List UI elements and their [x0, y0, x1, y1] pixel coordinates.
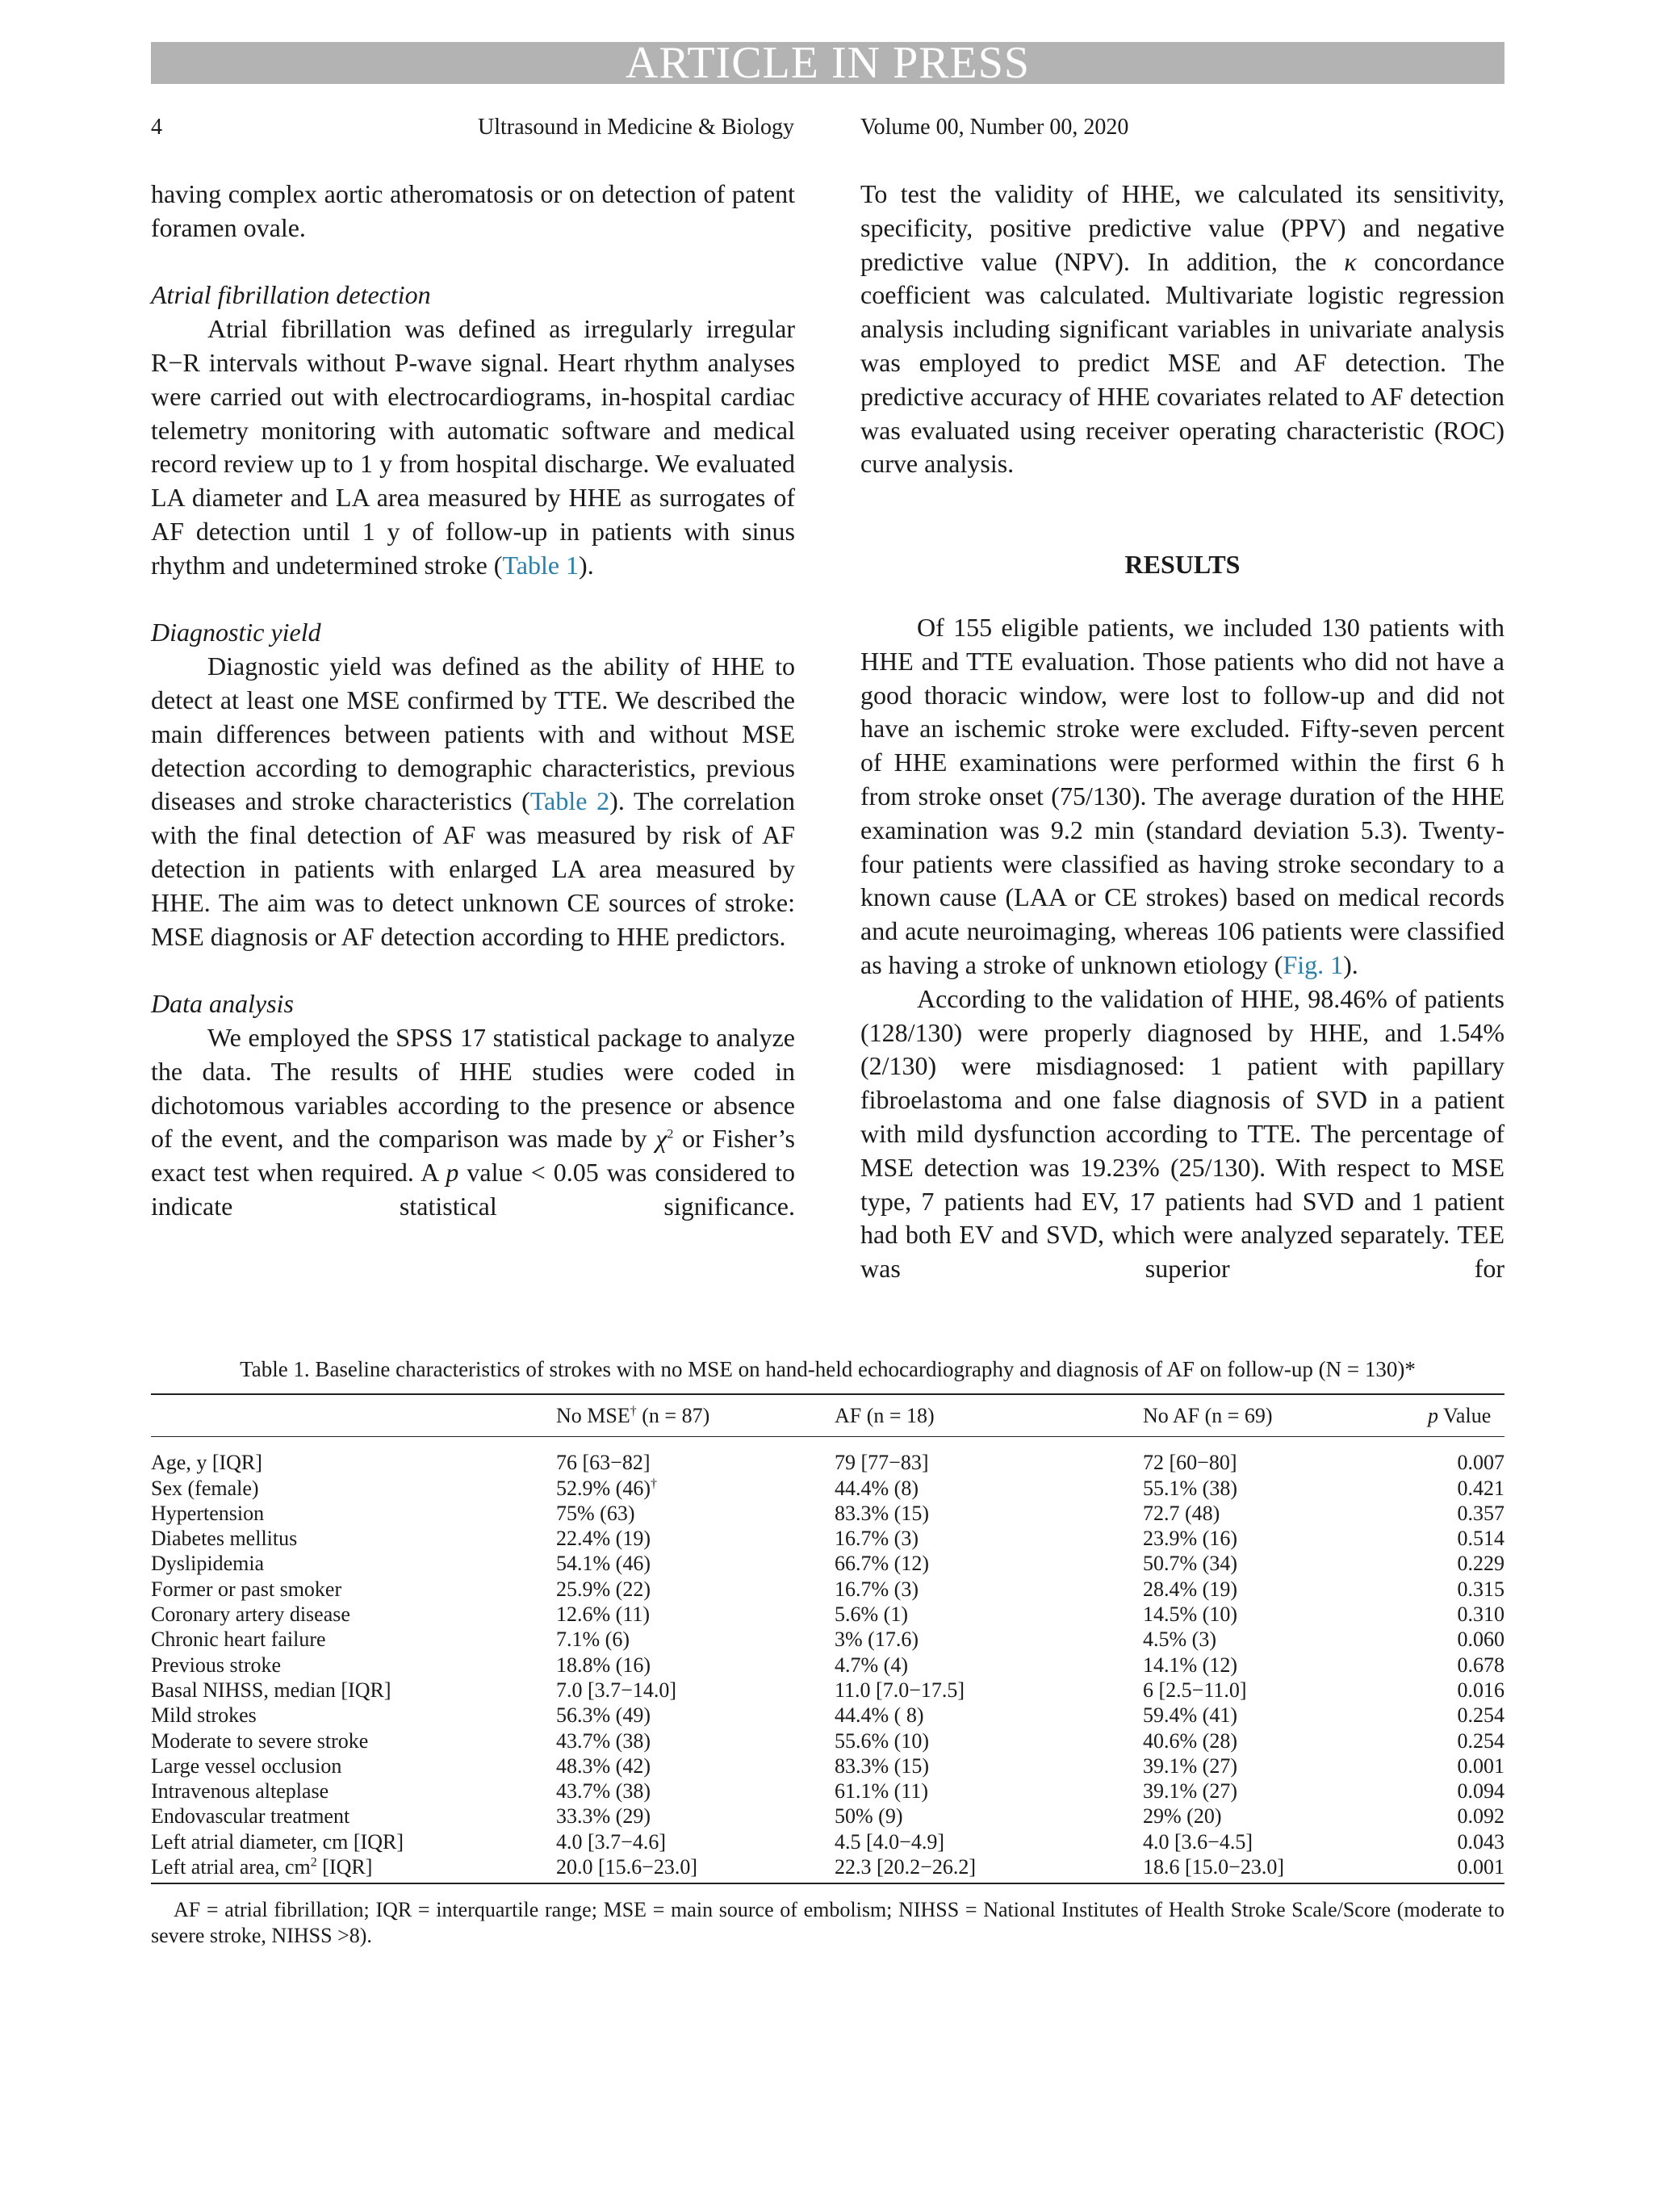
cell-af: 3% (17.6) — [835, 1628, 919, 1652]
header-af: AF (n = 18) — [835, 1395, 1143, 1437]
cell-p-value: 0.254 — [1457, 1728, 1504, 1753]
table-1-link[interactable]: Table 1 — [502, 550, 580, 580]
table-row — [151, 1728, 1504, 1753]
paragraph-text: value < 0.05 was considered to indicate statistical significance. — [151, 1158, 796, 1221]
cell-no-af: 40.6% (28) — [1143, 1728, 1237, 1753]
paragraph-text: concordance coefficient was calculated. Multivariate logistic regression analysis including significant variables in univariate analysis was employed to predict MSE and AF detection. The predictive accuracy of HHE covariates related to AF detection was evaluated using receiver operating characteristic (ROC) curve analysis. — [860, 246, 1505, 479]
row-label: Mild strokes — [151, 1703, 257, 1728]
p-symbol: p — [446, 1158, 459, 1188]
cell-af: 83.3% (15) — [835, 1501, 929, 1525]
paragraph-results-2: According to the validation of HHE, 98.46% of patients (128/130) were properly diagnosed by HHE, and 1.54% (2/130) were misdiagnosed: 1 patient with papillary fibroelastoma and one false diagnosis of SVD in a patient with mild dysfunction according to TTE. The percentage of MSE detection was 19.23% (25/130). With respect to MSE type, 7 patients had EV, 17 patients had SVD and 1 patient had both EV and SVD, which were analyzed separately. TEE was superior for — [860, 983, 1504, 1284]
section-heading-diagnostic-yield: Diagnostic yield — [151, 618, 321, 647]
row-label: Sex (female) — [151, 1476, 259, 1500]
paragraph-text: To test the validity of HHE, we calculated its sensitivity, specificity, positive predictive value (PPV) and negative predictive value (NPV). In addition, the — [860, 179, 1504, 276]
table-caption: Table 1. Baseline characteristics of strokes with no MSE on hand-held echocardiography and diagnosis of AF on follow-up (N = 130)* — [240, 1357, 1416, 1381]
table-row — [151, 1678, 1504, 1703]
cell-af: 16.7% (3) — [835, 1577, 919, 1601]
table-row — [151, 1526, 1504, 1551]
row-label: Large vessel occlusion — [151, 1753, 342, 1778]
cell-no-mse: 12.6% (11) — [556, 1602, 651, 1627]
table-row — [151, 1778, 1504, 1804]
table-row — [151, 1653, 1504, 1678]
chi-exponent: 2 — [667, 1127, 674, 1142]
cell-af: 50% (9) — [835, 1804, 903, 1829]
cell-no-af: 4.5% (3) — [1143, 1628, 1216, 1652]
cell-no-mse: 33.3% (29) — [556, 1804, 651, 1829]
paragraph-text: ). — [1343, 949, 1358, 979]
table-1 — [151, 1356, 1504, 1949]
row-label: Left atrial diameter, cm [IQR] — [151, 1829, 404, 1854]
cell-no-mse: 43.7% (38) — [556, 1779, 651, 1804]
cell-af: 79 [77−83] — [835, 1451, 929, 1475]
cell-af: 66.7% (12) — [835, 1552, 929, 1576]
paragraph-text: ). — [579, 550, 594, 580]
row-label-text: [IQR] — [316, 1855, 373, 1879]
cell-no-mse — [556, 1476, 835, 1501]
intro-paragraph: having complex aortic atheromatosis or on detection of patent foramen ovale. — [151, 179, 795, 242]
cell-p-value: 0.092 — [1457, 1804, 1504, 1829]
cell-p-value: 0.514 — [1457, 1527, 1504, 1551]
dagger-mark: † — [630, 1404, 637, 1418]
row-label: Former or past smoker — [151, 1577, 342, 1601]
row-label: Hypertension — [151, 1501, 265, 1525]
cell-no-af: 28.4% (19) — [1143, 1577, 1237, 1601]
section-heading-data-analysis: Data analysis — [151, 989, 294, 1019]
cell-af: 11.0 [7.0−17.5] — [835, 1678, 965, 1702]
cell-af: 16.7% (3) — [835, 1527, 919, 1551]
cell-no-af: 59.4% (41) — [1143, 1703, 1237, 1728]
row-label: Age, y [IQR] — [151, 1451, 262, 1475]
article-in-press-banner: ARTICLE IN PRESS — [151, 42, 1504, 84]
paragraph-text: Diagnostic yield was defined as the ability of HHE to detect at least one MSE confirmed by TTE. We described the main differences between patients with and without MSE detection according to demographic characteristics, previous diseases and stroke characteristics ( — [151, 651, 795, 816]
row-label: Coronary artery disease — [151, 1602, 350, 1627]
cell-p-value: 0.001 — [1428, 1854, 1504, 1883]
cell-no-mse: 20.0 [15.6−23.0] — [556, 1854, 835, 1883]
table-row — [151, 1804, 1504, 1829]
cell-no-af: 6 [2.5−11.0] — [1143, 1678, 1247, 1702]
cell-no-af: 14.1% (12) — [1143, 1653, 1237, 1677]
table-row — [151, 1476, 1504, 1501]
cell-no-af: 39.1% (27) — [1143, 1753, 1237, 1778]
row-label-text: Left atrial area, cm — [151, 1855, 311, 1879]
row-label — [151, 1854, 556, 1883]
cell-p-value: 0.094 — [1457, 1779, 1504, 1804]
cell-p-value: 0.007 — [1457, 1451, 1504, 1475]
row-label: Diabetes mellitus — [151, 1527, 298, 1551]
paragraph-data-analysis — [151, 1021, 795, 1224]
table-row — [151, 1551, 1504, 1576]
cell-p-value: 0.001 — [1457, 1753, 1504, 1778]
table-row — [151, 1577, 1504, 1602]
cell-no-af: 72 [60−80] — [1143, 1451, 1237, 1475]
paragraph-text: We employed the SPSS 17 statistical package to analyze the data. The results of HHE studies were coded in dichotomous variables according to the presence or absence of the event, and the comparison was made by — [151, 1022, 795, 1154]
cell-p-value: 0.229 — [1457, 1552, 1504, 1576]
cell-p-value: 0.421 — [1457, 1476, 1504, 1500]
table-2-link[interactable]: Table 2 — [529, 786, 610, 816]
table-row — [151, 1437, 1504, 1476]
table-row — [151, 1602, 1504, 1627]
table-1-grid — [151, 1395, 1504, 1884]
cell-af: 4.5 [4.0−4.9] — [835, 1829, 944, 1854]
table-row — [151, 1703, 1504, 1728]
chi-symbol: χ — [655, 1124, 667, 1154]
paragraph-diagnostic-yield — [151, 650, 795, 953]
right-column — [860, 178, 1504, 1286]
journal-title: Ultrasound in Medicine & Biology — [478, 115, 794, 140]
cell-no-af: 72.7 (48) — [1143, 1501, 1220, 1525]
table-row — [151, 1753, 1504, 1778]
table-footnote: AF = atrial fibrillation; IQR = interquartile range; MSE = main source of embolism; NIHSS = National Institutes of Health Stroke Scale/Score (moderate to severe stroke, NIHSS >8). — [151, 1898, 1504, 1948]
cell-p-value: 0.678 — [1457, 1653, 1504, 1677]
cell-p-value: 0.357 — [1457, 1501, 1504, 1525]
kappa-symbol: κ — [1344, 246, 1357, 276]
row-label: Intravenous alteplase — [151, 1779, 329, 1804]
cell-no-mse: 4.0 [3.7−4.6] — [556, 1829, 666, 1854]
header-no-mse — [556, 1395, 835, 1437]
paragraph-validity — [860, 178, 1504, 481]
row-label: Endovascular treatment — [151, 1804, 350, 1829]
table-row — [151, 1829, 1504, 1854]
row-label: Chronic heart failure — [151, 1628, 326, 1652]
cell-no-af: 4.0 [3.6−4.5] — [1143, 1829, 1253, 1854]
paragraph-text: Of 155 eligible patients, we included 130 patients with HHE and TTE evaluation. Those patients who did not have a good thoracic window, were lost to follow-up and did not have an ischemic stroke were excluded. Fifty-seven percent of HHE examinations were performed within the first 6 h from stroke onset (75/130). The average duration of the HHE examination was 9.2 min (standard deviation 5.3). Twenty-four patients were classified as having stroke secondary to a known cause (LAA or CE strokes) based on medical records and acute neuroimaging, whereas 106 patients were classified as having a stroke of unknown etiology ( — [860, 612, 1504, 979]
cell-p-value: 0.254 — [1457, 1703, 1504, 1728]
table-row — [151, 1501, 1504, 1526]
cell-no-mse: 22.4% (19) — [556, 1527, 651, 1551]
cell-af: 22.3 [20.2−26.2] — [835, 1854, 1143, 1883]
row-label: Basal NIHSS, median [IQR] — [151, 1678, 391, 1702]
cell-no-af: 23.9% (16) — [1143, 1527, 1237, 1551]
cell-p-value: 0.310 — [1457, 1602, 1504, 1627]
row-label: Previous stroke — [151, 1653, 282, 1677]
header-text: No MSE — [556, 1404, 630, 1427]
cell-af: 5.6% (1) — [835, 1602, 908, 1627]
page-number: 4 — [151, 115, 162, 140]
table-row — [151, 1854, 1504, 1883]
results-heading: RESULTS — [1124, 550, 1241, 580]
cell-af: 55.6% (10) — [835, 1728, 929, 1753]
cell-af: 44.4% (8) — [835, 1476, 919, 1500]
cell-no-mse: 54.1% (46) — [556, 1552, 651, 1576]
row-label: Moderate to severe stroke — [151, 1728, 369, 1753]
header-text: (n = 87) — [636, 1404, 710, 1427]
cell-p-value: 0.016 — [1457, 1678, 1504, 1702]
row-label: Dyslipidemia — [151, 1552, 265, 1576]
paragraph-text: Atrial fibrillation was defined as irregularly irregular R−R intervals without P-wave signal. Heart rhythm analyses were carried out with electrocardiograms, in-hospital cardiac telemetry monitoring with automatic software and medical record review up to 1 y from hospital discharge. We evaluated LA diameter and LA area measured by HHE as surrogates of AF detection until 1 y of follow-up in patients with sinus rhythm and undetermined stroke ( — [151, 314, 795, 580]
header-variable — [151, 1395, 556, 1437]
left-column — [151, 178, 795, 1224]
cell-no-af: 39.1% (27) — [1143, 1779, 1237, 1804]
table-row — [151, 1627, 1504, 1652]
section-heading-af-detection: Atrial fibrillation detection — [151, 280, 431, 310]
cell-af: 83.3% (15) — [835, 1753, 929, 1778]
cell-no-af: 55.1% (38) — [1143, 1476, 1237, 1500]
cell-no-mse: 75% (63) — [556, 1501, 635, 1525]
dagger-mark: † — [650, 1476, 657, 1490]
table-header-row — [151, 1395, 1504, 1437]
header-no-af: No AF (n = 69) — [1143, 1395, 1428, 1437]
fig-1-link[interactable]: Fig. 1 — [1283, 949, 1344, 979]
cell-af: 4.7% (4) — [835, 1653, 908, 1677]
cell-p-value: 0.060 — [1457, 1628, 1504, 1652]
cell-no-mse: 56.3% (49) — [556, 1703, 651, 1728]
header-text: Value — [1438, 1404, 1492, 1427]
header-p-value — [1428, 1395, 1504, 1437]
paragraph-af-detection — [151, 312, 795, 582]
cell-no-mse: 76 [63−82] — [556, 1451, 651, 1475]
cell-no-af: 29% (20) — [1143, 1804, 1222, 1829]
volume-info: Volume 00, Number 00, 2020 — [860, 115, 1129, 140]
squared-mark: 2 — [310, 1855, 317, 1870]
cell-no-af: 50.7% (34) — [1143, 1552, 1237, 1576]
cell-af: 44.4% ( 8) — [835, 1703, 924, 1728]
cell-no-mse: 7.0 [3.7−14.0] — [556, 1678, 676, 1702]
cell-p-value: 0.043 — [1457, 1829, 1504, 1854]
cell-p-value: 0.315 — [1457, 1577, 1504, 1601]
cell-no-mse: 48.3% (42) — [556, 1753, 651, 1778]
paragraph-text: ). The correlation with the final detection of AF was measured by risk of AF detection in patients with enlarged LA area measured by HHE. The aim was to detect unknown CE sources of stroke: MSE diagnosis or AF detection according to HHE predictors. — [151, 786, 796, 951]
cell-no-mse: 25.9% (22) — [556, 1577, 651, 1601]
cell-no-mse: 43.7% (38) — [556, 1728, 651, 1753]
header-p: p — [1428, 1404, 1438, 1427]
cell-value: 52.9% (46) — [556, 1476, 651, 1500]
cell-no-mse: 18.8% (16) — [556, 1653, 651, 1677]
cell-no-af: 14.5% (10) — [1143, 1602, 1237, 1627]
cell-no-mse: 7.1% (6) — [556, 1628, 630, 1652]
cell-af: 61.1% (11) — [835, 1779, 929, 1804]
cell-no-af: 18.6 [15.0−23.0] — [1143, 1854, 1428, 1883]
paragraph-text: or Fisher’s exact test when required. A — [151, 1124, 796, 1188]
paragraph-results-1 — [860, 611, 1504, 982]
